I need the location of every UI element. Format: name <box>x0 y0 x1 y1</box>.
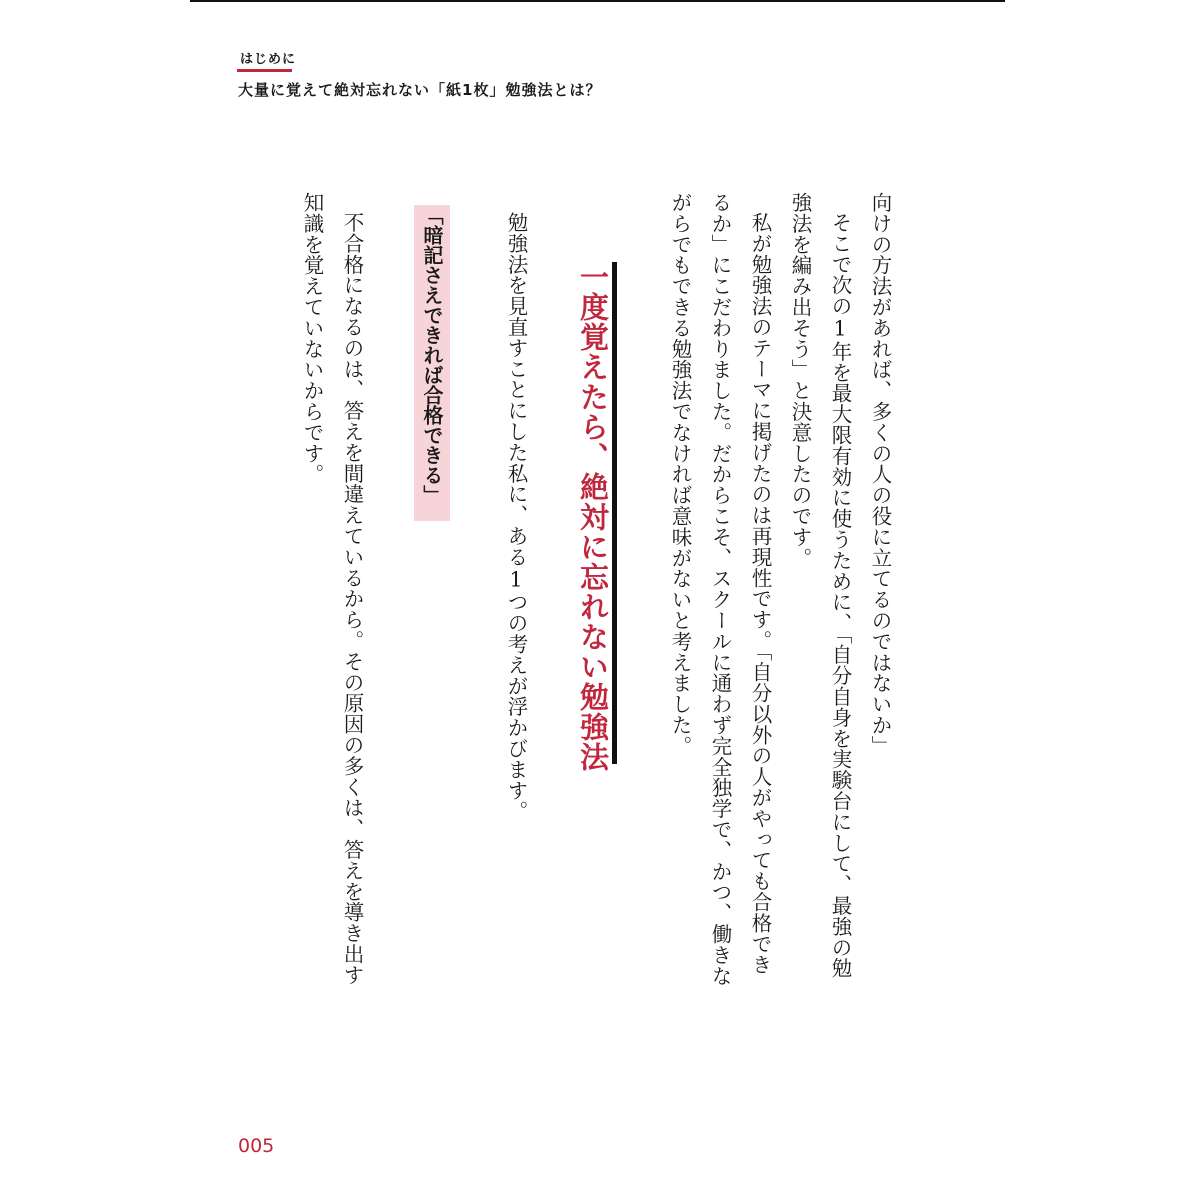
chapter-label: はじめに <box>240 52 297 67</box>
section-heading-bar <box>612 262 617 764</box>
body-column-6: がらでもできる勉強法でなければ意味がないと考えました。 <box>668 192 692 757</box>
chapter-underline <box>237 69 292 72</box>
sub-column-1: 不合格になるのは、答えを間違えているから。その原因の多くは、答えを導き出す <box>340 212 364 986</box>
page-number: 005 <box>238 1135 275 1157</box>
section-heading: 一度覚えたら、絶対に忘れない勉強法 <box>576 262 610 772</box>
body-column-2: そこで次の1年を最大限有効に使うために、「自分自身を実験台にして、最強の勉 <box>828 212 852 979</box>
body-column-1: 向けの方法があれば、多くの人の役に立てるのではないか」 <box>868 192 892 757</box>
body-column-5: るか」にこだわりました。だからこそ、スクールに通わず完全独学で、かつ、働きな <box>708 192 732 987</box>
body-column-4: 私が勉強法のテーマに掲げたのは再現性です。「自分以外の人がやっても合格でき <box>748 212 772 976</box>
sub-column-2: 知識を覚えていないからです。 <box>300 192 324 485</box>
section-column-1: 勉強法を見直すことにした私に、ある1つの考えが浮かびます。 <box>504 212 528 822</box>
subheading: 「暗記さえできれば合格できる」 <box>414 205 450 521</box>
top-rule <box>190 0 1005 2</box>
body-column-3: 強法を編み出そう」と決意したのです。 <box>788 192 812 569</box>
running-title: 大量に覚えて絶対忘れない「紙1枚」勉強法とは？ <box>238 81 602 99</box>
